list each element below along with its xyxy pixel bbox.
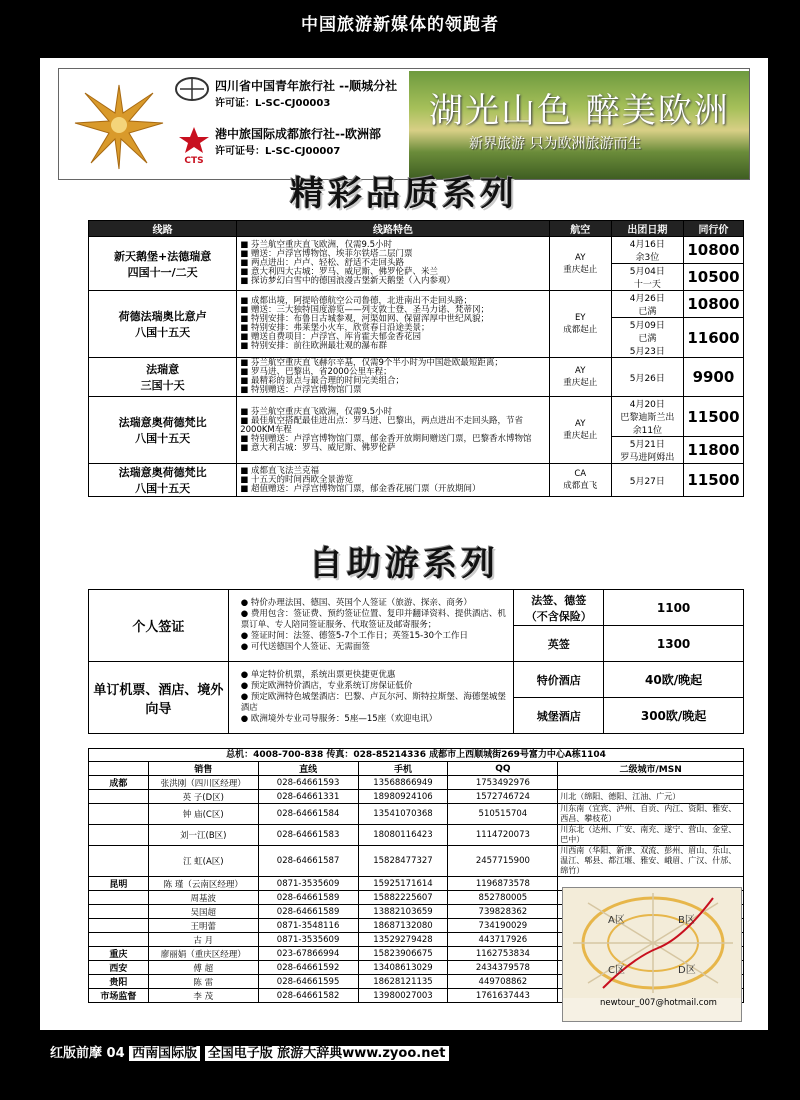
contact-row <box>89 825 744 846</box>
tour-row <box>89 397 744 437</box>
tour-price: 10800 <box>683 291 743 318</box>
contact-city <box>89 933 149 947</box>
tour-route: 法瑞意奥荷德梵比 八国十五天 <box>89 464 237 497</box>
contact-tel: 028-64661589 <box>258 905 358 919</box>
contact-area: 川东南（宜宾、泸州、自贡、内江、资阳、雅安、西昌、攀枝花） <box>558 804 744 825</box>
cts-star-icon <box>177 125 211 165</box>
col-features: 线路特色 <box>237 221 549 237</box>
contact-name: 王明蕾 <box>148 919 258 933</box>
tour-price: 11600 <box>683 318 743 358</box>
contact-city: 西安 <box>89 961 149 975</box>
contact-tel: 028-64661593 <box>258 776 358 790</box>
contact-info: 总机：4008-700-838 传真：028-85214336 成都市上西顺城街269号富力中心A栋1104 <box>88 748 744 761</box>
contact-name: 陈 瑾（云南区经理） <box>148 877 258 891</box>
tour-route: 法瑞意 三国十天 <box>89 358 237 397</box>
contact-tel: 028-64661592 <box>258 961 358 975</box>
self-item: ● 单定特价机票，系统出票更快捷更优惠 <box>241 670 510 681</box>
tour-date: 4月26日 已满 <box>611 291 683 318</box>
self-row <box>89 590 744 626</box>
self-item: ● 特价办理法国、德国、英国个人签证（旅游、探亲、商务） <box>241 598 510 609</box>
contact-area: 川西南（华阳、新津、双流、彭州、眉山、乐山、温江、郫县、都江堰、雅安、峨眉、广汉、什邡、绵竹） <box>558 846 744 877</box>
tour-date: 4月20日 巴黎迪斯兰出 余11位 <box>611 397 683 437</box>
contact-tel: 023-67866994 <box>258 947 358 961</box>
tour-feature-item: ■ 赠送自费项目：卢浮宫、库肯霍夫郁金香花园 <box>240 333 545 342</box>
self-item: ● 预定欧洲特价酒店，专业系统订房保证低价 <box>241 681 510 692</box>
contact-tel: 0871-3535609 <box>258 933 358 947</box>
self-price-name: 特价酒店 <box>514 662 604 698</box>
tour-date: 5月21日 罗马进阿姆出 <box>611 437 683 464</box>
tour-price: 9900 <box>683 358 743 397</box>
footer <box>50 1042 449 1061</box>
contact-tel: 028-64661582 <box>258 989 358 1003</box>
col-area: 二级城市/MSN <box>558 762 744 776</box>
contact-name: 周基波 <box>148 891 258 905</box>
contact-tel: 0871-3548116 <box>258 919 358 933</box>
contact-name: 傅 超 <box>148 961 258 975</box>
contact-name: 张洪刚（四川区经理） <box>148 776 258 790</box>
contact-city: 市场监督 <box>89 989 149 1003</box>
agency-2 <box>177 125 427 166</box>
banner-subtitle: 新界旅游 只为欧洲旅游而生 <box>469 136 642 152</box>
contact-qq: 739828362 <box>448 905 558 919</box>
tour-feature-item: ■ 罗马进、巴黎出，省2000公里车程； <box>240 368 545 377</box>
tour-feature-item: ■ 成都直飞法兰克福 <box>240 467 545 476</box>
tour-row <box>89 358 744 397</box>
contact-qq: 1162753834 <box>448 947 558 961</box>
footer-page: 红版前摩 04 <box>50 1046 125 1061</box>
self-item: ● 欧洲境外专业司导服务：5座—15座（欢迎电讯） <box>241 714 510 725</box>
contact-name: 钟 庙(C区) <box>148 804 258 825</box>
tour-features <box>237 397 549 464</box>
tour-table <box>88 220 744 497</box>
tour-feature-item: ■ 最精彩的景点与最合理的时间完美组合； <box>240 377 545 386</box>
contact-qq: 2434379578 <box>448 961 558 975</box>
tour-feature-item: ■ 芬兰航空重庆直飞赫尔辛基，仅需9个半小时为中国赴欧最短距离； <box>240 359 545 368</box>
tour-feature-item: ■ 赠送：三大独特国度游览——列支敦士登、圣马力诺、梵蒂冈； <box>240 306 545 315</box>
self-price-name: 法签、德签 （不含保险） <box>514 590 604 626</box>
col-route: 线路 <box>89 221 237 237</box>
agency-1-license: 许可证：L-SC-CJ00003 <box>215 98 331 109</box>
contact-tel: 0871-3535609 <box>258 877 358 891</box>
col-mobile: 手机 <box>358 762 448 776</box>
col-airline: 航空 <box>549 221 611 237</box>
contact-qq: 449708862 <box>448 975 558 989</box>
contact-name: 古 月 <box>148 933 258 947</box>
self-item: ● 费用包含：签证费、预约签证位置、复印并翻译资料、提供酒店、机票订单、专人陪同签证服务、代取签证及邮寄服务； <box>241 609 510 631</box>
contact-city <box>89 919 149 933</box>
contact-mobile: 13529279428 <box>358 933 448 947</box>
agency-2-name: 港中旅国际成都旅行社--欧洲部 <box>215 127 381 141</box>
tour-feature-item: ■ 探访梦幻白雪中的德国浪漫古堡新天鹅堡（入内参观） <box>240 277 545 286</box>
col-price: 同行价 <box>683 221 743 237</box>
contact-qq: 1753492976 <box>448 776 558 790</box>
contact-mobile: 13882103659 <box>358 905 448 919</box>
contact-qq: 1572746724 <box>448 790 558 804</box>
tour-feature-item: ■ 成都出境，阿提哈德航空公司鲁德，北进南出不走回头路； <box>240 297 545 306</box>
contact-tel: 028-64661587 <box>258 846 358 877</box>
contact-name: 吴国超 <box>148 905 258 919</box>
agency-2-license: 许可证号：L-SC-CJ00007 <box>215 146 341 157</box>
tour-features <box>237 237 549 291</box>
contact-mobile: 13408613029 <box>358 961 448 975</box>
tour-feature-item: ■ 十五天的时间西欧全景游览 <box>240 476 545 485</box>
tour-airline: CA 成都直飞 <box>549 464 611 497</box>
tour-route: 法瑞意奥荷德梵比 八国十五天 <box>89 397 237 464</box>
self-description <box>228 662 514 734</box>
contact-mobile: 13568866949 <box>358 776 448 790</box>
map-label-d: D区 <box>678 965 696 976</box>
contact-city: 昆明 <box>89 877 149 891</box>
contact-name: 刘一江(B区) <box>148 825 258 846</box>
tour-feature-item: ■ 超值赠送：卢浮宫博物馆门票，郁金香花展门票（开放期间） <box>240 485 545 494</box>
banner-title: 湖光山色 醉美欧洲 <box>429 91 730 131</box>
tour-feature-item: ■ 意大利四大古城：罗马、威尼斯、佛罗伦萨、米兰 <box>240 268 545 277</box>
contact-city <box>89 804 149 825</box>
contact-mobile: 15925171614 <box>358 877 448 891</box>
footer-edition: 西南国际版 <box>129 1046 200 1061</box>
cyts-icon <box>175 77 209 101</box>
agency-1-name: 四川省中国青年旅行社 --顺城分社 <box>215 79 398 93</box>
contact-qq: 1114720073 <box>448 825 558 846</box>
contact-tel: 028-64661584 <box>258 804 358 825</box>
contact-mobile: 13541070368 <box>358 804 448 825</box>
map-label-a: A区 <box>608 915 625 926</box>
contact-area: 川东北（达州、广安、南充、遂宁、营山、金堂、巴中） <box>558 825 744 846</box>
contact-tel: 028-64661583 <box>258 825 358 846</box>
contact-city <box>89 790 149 804</box>
contact-area: 川北（绵阳、德阳、江油、广元） <box>558 790 744 804</box>
contact-name: 江 虹(A区) <box>148 846 258 877</box>
tour-price: 10500 <box>683 264 743 291</box>
self-row <box>89 662 744 698</box>
tour-feature-item: ■ 芬兰航空重庆直飞欧洲，仅需9.5小时 <box>240 408 545 417</box>
tour-feature-item: ■ 芬兰航空重庆直飞欧洲，仅需9.5小时 <box>240 241 545 250</box>
tour-airline: EY 成都起止 <box>549 291 611 358</box>
contact-area <box>558 776 744 790</box>
col-qq: QQ <box>448 762 558 776</box>
tour-row <box>89 291 744 318</box>
contact-city: 重庆 <box>89 947 149 961</box>
footer-site[interactable]: 全国电子版 旅游大辞典www.zyoo.net <box>205 1046 449 1061</box>
col-city <box>89 762 149 776</box>
map-label-c: C区 <box>608 965 625 976</box>
self-description <box>228 590 514 662</box>
top-slogan: 中国旅游新媒体的领跑者 <box>301 15 499 35</box>
contact-qq: 2457715900 <box>448 846 558 877</box>
col-date: 出团日期 <box>611 221 683 237</box>
contact-name: 李 茂 <box>148 989 258 1003</box>
contact-tel: 028-64661331 <box>258 790 358 804</box>
tour-feature-item: ■ 特别安排：布鲁日古城参观，河渠如网、保留浑厚中世纪风貌； <box>240 315 545 324</box>
ad-page <box>40 58 768 1030</box>
col-sales: 销售 <box>148 762 258 776</box>
tour-feature-item: ■ 最佳航空搭配最佳进出点：罗马进、巴黎出，两点进出不走回头路，节省2000KM车程 <box>240 417 545 435</box>
contact-row <box>89 776 744 790</box>
tour-feature-item: ■ 两点进出：卢卢、轻松、舒适不走回头路 <box>240 259 545 268</box>
company-logo <box>63 73 175 177</box>
tour-feature-item: ■ 特别安排：前往欧洲最壮观的瀑布群 <box>240 342 545 351</box>
section-title-self: 自助游系列 <box>309 544 499 584</box>
agency-1 <box>177 77 427 109</box>
contact-row <box>89 804 744 825</box>
self-price-value: 1100 <box>604 590 744 626</box>
map-label-b: B区 <box>678 915 695 926</box>
tour-date: 5月27日 <box>611 464 683 497</box>
tour-feature-item: ■ 特别赠送：卢浮宫博物馆门票 <box>240 386 545 395</box>
tour-feature-item: ■ 特别赠送：卢浮宫博物馆门票，郁金香开放期间赠送门票，巴黎香水博物馆 <box>240 435 545 444</box>
self-item: ● 可代送德国个人签证、无需面签 <box>241 642 510 653</box>
contact-city <box>89 846 149 877</box>
contact-qq: 1761637443 <box>448 989 558 1003</box>
contact-qq: 734190029 <box>448 919 558 933</box>
self-price-value: 40欧/晚起 <box>604 662 744 698</box>
tour-row <box>89 464 744 497</box>
contact-mobile: 18080116423 <box>358 825 448 846</box>
contact-qq: 443717926 <box>448 933 558 947</box>
tour-airline: AY 重庆起止 <box>549 397 611 464</box>
contact-qq: 510515704 <box>448 804 558 825</box>
contact-mobile: 15823906675 <box>358 947 448 961</box>
contact-mobile: 15882225607 <box>358 891 448 905</box>
self-price-name: 英签 <box>514 626 604 662</box>
tour-feature-item: ■ 赠送：卢浮宫博物馆、埃菲尔铁塔二层门票 <box>240 250 545 259</box>
cts-label: CTS <box>184 156 204 166</box>
self-item: ● 签证时间：法签、德签5-7个工作日；英签15-30个工作日 <box>241 631 510 642</box>
tour-price: 11800 <box>683 437 743 464</box>
tour-route: 荷德法瑞奥比意卢 八国十五天 <box>89 291 237 358</box>
contact-city: 贵阳 <box>89 975 149 989</box>
contact-tel: 028-64661595 <box>258 975 358 989</box>
tour-price: 11500 <box>683 397 743 437</box>
self-price-value: 300欧/晚起 <box>604 698 744 734</box>
contact-name: 英 子(D区) <box>148 790 258 804</box>
contact-name: 廖丽娟（重庆区经理） <box>148 947 258 961</box>
tour-feature-item: ■ 特别安排：弗莱堡小火车，欣赏春日沿途美景； <box>240 324 545 333</box>
tour-route: 新天鹅堡+法德瑞意 四国十一/二天 <box>89 237 237 291</box>
contact-city <box>89 825 149 846</box>
tour-table-header <box>89 221 744 237</box>
self-category: 单订机票、酒店、境外向导 <box>89 662 229 734</box>
contact-city <box>89 891 149 905</box>
banner-image <box>409 71 749 179</box>
contact-mobile: 13980027003 <box>358 989 448 1003</box>
tour-date: 5月04日 十一天 <box>611 264 683 291</box>
tour-date: 4月16日 余3位 <box>611 237 683 264</box>
contact-tel: 028-64661589 <box>258 891 358 905</box>
contact-mobile: 18980924106 <box>358 790 448 804</box>
col-tel: 直线 <box>258 762 358 776</box>
section-title-quality: 精彩品质系列 <box>290 174 518 214</box>
tour-price: 10800 <box>683 237 743 264</box>
contact-name: 陈 雷 <box>148 975 258 989</box>
tour-feature-item: ■ 意大利古城：罗马、威尼斯、佛罗伦萨 <box>240 444 545 453</box>
contact-row <box>89 846 744 877</box>
tour-airline: AY 重庆起止 <box>549 358 611 397</box>
tour-date: 5月26日 <box>611 358 683 397</box>
tour-row <box>89 237 744 264</box>
contact-city <box>89 905 149 919</box>
tour-features <box>237 291 549 358</box>
tour-price: 11500 <box>683 464 743 497</box>
email-address[interactable]: newtour_007@hotmail.com <box>600 998 717 1008</box>
contact-mobile: 18628121135 <box>358 975 448 989</box>
self-item: ● 预定欧洲特色城堡酒店：巴黎、卢瓦尔河、斯特拉斯堡、海德堡城堡酒店 <box>241 692 510 714</box>
contact-mobile: 18687132080 <box>358 919 448 933</box>
self-tour-table <box>88 589 744 734</box>
self-price-name: 城堡酒店 <box>514 698 604 734</box>
contact-qq: 1196873578 <box>448 877 558 891</box>
tour-features <box>237 358 549 397</box>
self-category: 个人签证 <box>89 590 229 662</box>
tour-features <box>237 464 549 497</box>
tour-date: 5月09日 已满 5月23日 <box>611 318 683 358</box>
header <box>58 68 750 180</box>
contact-row <box>89 790 744 804</box>
contact-mobile: 15828477327 <box>358 846 448 877</box>
tour-airline: AY 重庆起止 <box>549 237 611 291</box>
contacts-header <box>89 762 744 776</box>
contact-qq: 852780005 <box>448 891 558 905</box>
self-price-value: 1300 <box>604 626 744 662</box>
contact-city: 成都 <box>89 776 149 790</box>
